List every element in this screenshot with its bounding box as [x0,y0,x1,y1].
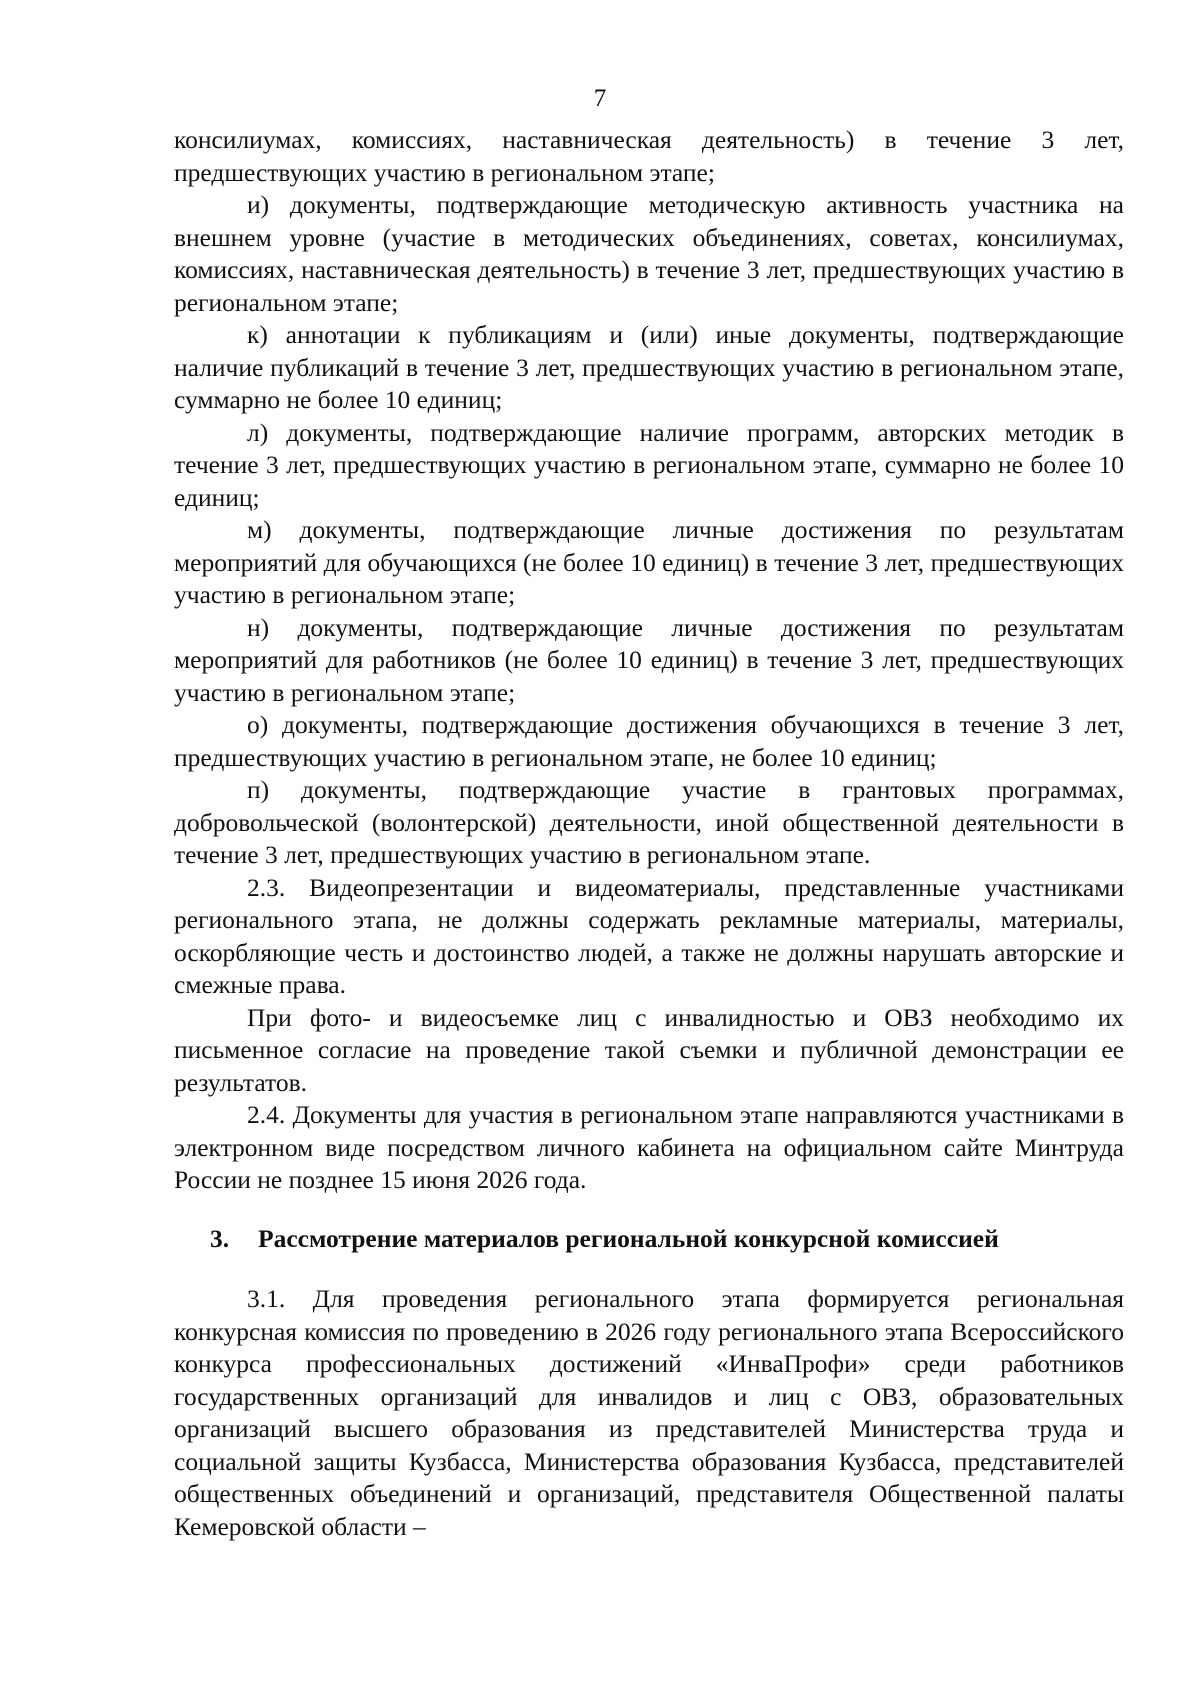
paragraph-item-l: л) документы, подтверждающие наличие программ, авторских методик в течение 3 лет, предшествующих участию в региональном этапе, суммарно не более 10 единиц; [174,417,1124,512]
paragraph-photo-consent: При фото- и видеосъемке лиц с инвалидностью и ОВЗ необходимо их письменное согласие на проведение такой съемки и публичной демонстрации ее результатов. [174,1002,1124,1097]
paragraph-item-i: и) документы, подтверждающие методическую активность участника на внешнем уровне (участие в методических объединениях, советах, консилиумах, комиссиях, наставническая деятельность) в течение 3 лет, предшествующих участию в региональном этапе; [174,190,1124,317]
page-number: 7 [593,85,607,112]
section-heading [174,1223,1124,1256]
paragraph-3-1: 3.1. Для проведения регионального этапа формируется региональная конкурсная комиссия по проведению в 2026 году регионального этапа Всероссийского конкурса профессиональных достижений «ИнваПрофи» среди работников государственных организаций для инвалидов и лиц с ОВЗ, образовательных организаций высшего образования из представителей Министерства труда и социальной защиты Кузбасса, Министерства образования Кузбасса, представителей общественных объединений и организаций, представителя Общественной палаты Кемеровской области – [174,1284,1124,1541]
section-title: Рассмотрение материалов региональной конкурсной комиссией [258,1223,999,1253]
paragraph-item-n: н) документы, подтверждающие личные достижения по результатам мероприятий для работников (не более 10 единиц) в течение 3 лет, предшествующих участию в региональном этапе; [174,612,1124,707]
paragraph-item-k: к) аннотации к публикациям и (или) иные документы, подтверждающие наличие публикаций в течение 3 лет, предшествующих участию в региональном этапе, суммарно не более 10 единиц; [174,320,1124,414]
paragraph-item-m: м) документы, подтверждающие личные достижения по результатам мероприятий для обучающихся (не более 10 единиц) в течение 3 лет, предшествующих участию в региональном этапе; [174,515,1124,609]
document-body [174,124,1124,1543]
paragraph-item-p: п) документы, подтверждающие участие в грантовых программах, добровольческой (волонтерской) деятельности, иной общественной деятельности в течение 3 лет, предшествующих участию в региональном этапе. [174,775,1124,869]
paragraph-item-o: о) документы, подтверждающие достижения обучающихся в течение 3 лет, предшествующих участию в региональном этапе, не более 10 единиц; [174,710,1124,772]
paragraph-2-3: 2.3. Видеопрезентации и видеоматериалы, представленные участниками регионального этапа, не должны содержать рекламные материалы, материалы, оскорбляющие честь и достоинство людей, а также не должны нарушать авторские и смежные права. [174,872,1124,999]
paragraph-2-4: 2.4. Документы для участия в региональном этапе направляются участниками в электронном виде посредством личного кабинета на официальном сайте Минтруда России не позднее 15 июня 2026 года. [174,1100,1124,1194]
paragraph-continuation: консилиумах, комиссиях, наставническая деятельность) в течение 3 лет, предшествующих участию в региональном этапе; [174,125,1124,187]
section-number: 3. [210,1223,230,1253]
